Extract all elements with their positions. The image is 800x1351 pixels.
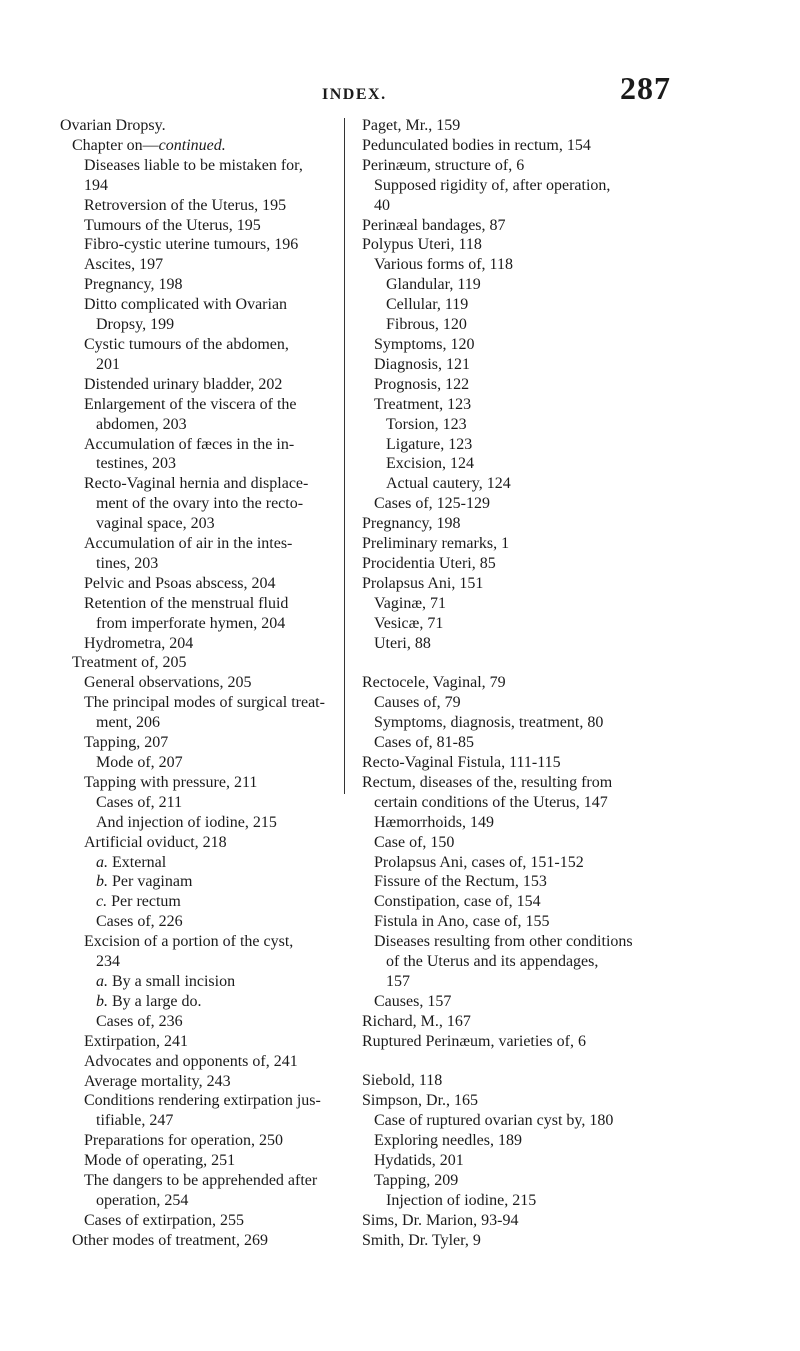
index-entry: Polypus Uteri, 118 xyxy=(362,236,482,254)
index-entry: Hæmorrhoids, 149 xyxy=(374,813,494,831)
index-entry: Cases of, 81-85 xyxy=(374,734,474,752)
index-column-right xyxy=(362,116,687,1251)
index-entry: b. Per vaginam xyxy=(96,873,193,891)
index-entry: Torsion, 123 xyxy=(386,415,467,433)
index-entry: Chapter on—continued. xyxy=(72,136,226,154)
index-entry: Prognosis, 122 xyxy=(374,375,470,393)
index-entry: Mode of, 207 xyxy=(96,754,183,771)
index-entry: Accumulation of air in the intes- xyxy=(84,535,293,553)
index-entry: abdomen, 203 xyxy=(96,415,187,433)
index-entry: Prolapsus Ani, cases of, 151-152 xyxy=(374,853,584,871)
page-number: 287 xyxy=(620,70,671,106)
index-entry: Tapping, 209 xyxy=(374,1172,459,1189)
index-entry: testines, 203 xyxy=(96,455,176,473)
index-entry: operation, 254 xyxy=(96,1191,189,1209)
index-entry: Retention of the menstrual fluid xyxy=(84,594,289,612)
index-entry: Diseases resulting from other conditions xyxy=(374,933,633,951)
index-entry: Tumours of the Uterus, 195 xyxy=(84,216,261,234)
index-entry: Pedunculated bodies in rectum, 154 xyxy=(362,136,591,154)
index-entry: 157 xyxy=(386,972,410,990)
index-entry: Cystic tumours of the abdomen, xyxy=(84,335,289,353)
index-entry: Excision, 124 xyxy=(386,455,474,473)
index-entry: b. By a large do. xyxy=(96,992,202,1010)
index-entry: Dropsy, 199 xyxy=(96,316,175,334)
index-entry: Perinæum, structure of, 6 xyxy=(362,156,525,174)
index-entry: Case of ruptured ovarian cyst by, 180 xyxy=(374,1112,614,1130)
index-entry: vaginal space, 203 xyxy=(96,515,215,533)
index-entry: Simpson, Dr., 165 xyxy=(362,1092,479,1110)
index-section-gap xyxy=(362,1052,687,1072)
index-column-left xyxy=(60,116,335,1251)
index-entry: Average mortality, 243 xyxy=(84,1072,231,1090)
index-entry: ment of the ovary into the recto- xyxy=(96,495,304,513)
index-entry: Vaginæ, 71 xyxy=(374,594,446,612)
index-entry: Smith, Dr. Tyler, 9 xyxy=(362,1231,481,1249)
index-entry: Cases of, 125-129 xyxy=(374,495,490,513)
index-entry: 201 xyxy=(96,355,120,373)
index-entry: a. External xyxy=(96,853,167,871)
index-entry: Cases of extirpation, 255 xyxy=(84,1211,244,1229)
index-entry: Actual cautery, 124 xyxy=(386,475,511,493)
index-entry: ment, 206 xyxy=(96,714,160,732)
index-entry: tines, 203 xyxy=(96,554,159,572)
index-entry: certain conditions of the Uterus, 147 xyxy=(374,793,608,811)
index-entry: Cases of, 236 xyxy=(96,1012,183,1030)
index-entry: Hydatids, 201 xyxy=(374,1152,464,1170)
index-entry: Preparations for operation, 250 xyxy=(84,1132,284,1150)
index-entry: Pregnancy, 198 xyxy=(362,515,461,533)
index-entry: Recto-Vaginal hernia and displace- xyxy=(84,475,309,493)
index-entry: Other modes of treatment, 269 xyxy=(72,1231,268,1249)
index-entry: Ascites, 197 xyxy=(84,256,164,274)
index-entry: Hydrometra, 204 xyxy=(84,634,194,652)
index-entry: Cellular, 119 xyxy=(386,296,469,314)
index-entry: Distended urinary bladder, 202 xyxy=(84,375,283,393)
index-entry: Tapping with pressure, 211 xyxy=(84,773,258,791)
index-entry: The principal modes of surgical treat- xyxy=(84,694,325,712)
index-entry: Sims, Dr. Marion, 93-94 xyxy=(362,1211,519,1229)
index-entry: Paget, Mr., 159 xyxy=(362,117,461,134)
index-entry: Glandular, 119 xyxy=(386,276,481,294)
index-entry: Ovarian Dropsy. xyxy=(60,117,166,134)
index-entry: Recto-Vaginal Fistula, 111-115 xyxy=(362,753,561,771)
index-entry: Ruptured Perinæum, varieties of, 6 xyxy=(362,1032,586,1050)
index-entry: Ligature, 123 xyxy=(386,435,473,453)
index-entry: Various forms of, 118 xyxy=(374,256,513,274)
index-entry: Constipation, case of, 154 xyxy=(374,893,541,911)
index-entry: Treatment, 123 xyxy=(374,395,472,413)
index-entry: Symptoms, diagnosis, treatment, 80 xyxy=(374,714,604,732)
index-entry: Fibro-cystic uterine tumours, 196 xyxy=(84,236,299,254)
index-entry: 40 xyxy=(374,196,390,214)
index-entry: Artificial oviduct, 218 xyxy=(84,833,227,851)
index-entry: Uteri, 88 xyxy=(374,634,431,652)
index-entry: Injection of iodine, 215 xyxy=(386,1191,537,1209)
index-entry: 234 xyxy=(96,953,120,971)
index-entry: Procidentia Uteri, 85 xyxy=(362,554,496,572)
index-entry: Tapping, 207 xyxy=(84,734,169,752)
index-entry: General observations, 205 xyxy=(84,674,252,692)
index-entry: a. By a small incision xyxy=(96,972,236,990)
index-entry: of the Uterus and its appendages, xyxy=(386,953,599,971)
index-entry: Cases of, 226 xyxy=(96,913,183,931)
index-entry: Preliminary remarks, 1 xyxy=(362,535,510,553)
index-entry: Fibrous, 120 xyxy=(386,316,467,334)
index-entry: Case of, 150 xyxy=(374,833,455,851)
index-entry: Conditions rendering extirpation jus- xyxy=(84,1092,321,1110)
index-entry: Enlargement of the viscera of the xyxy=(84,395,297,413)
index-entry: 194 xyxy=(84,176,108,194)
index-entry: Fissure of the Rectum, 153 xyxy=(374,873,547,891)
index-entry: Perinæal bandages, 87 xyxy=(362,216,506,234)
index-entry: Vesicæ, 71 xyxy=(374,614,444,632)
page-header-title: INDEX. xyxy=(322,86,387,103)
index-entry: Rectum, diseases of the, resulting from xyxy=(362,773,613,791)
index-entry: Excision of a portion of the cyst, xyxy=(84,933,294,951)
index-entry: Retroversion of the Uterus, 195 xyxy=(84,196,287,214)
index-entry: Prolapsus Ani, 151 xyxy=(362,574,484,592)
index-entry: Diagnosis, 121 xyxy=(374,355,470,373)
index-entry: Extirpation, 241 xyxy=(84,1032,188,1050)
index-entry: Pelvic and Psoas abscess, 204 xyxy=(84,574,276,592)
index-entry: Cases of, 211 xyxy=(96,793,183,811)
index-entry: Pregnancy, 198 xyxy=(84,276,183,294)
index-entry: c. Per rectum xyxy=(96,893,181,911)
column-divider xyxy=(344,118,345,794)
index-entry: Rectocele, Vaginal, 79 xyxy=(362,674,506,692)
index-entry: The dangers to be apprehended after xyxy=(84,1172,318,1190)
index-entry: And injection of iodine, 215 xyxy=(96,813,277,831)
index-entry: Causes of, 79 xyxy=(374,694,461,712)
index-entry: Siebold, 118 xyxy=(362,1072,443,1090)
index-entry: Ditto complicated with Ovarian xyxy=(84,296,288,314)
index-entry: Diseases liable to be mistaken for, xyxy=(84,156,303,174)
index-entry: Mode of operating, 251 xyxy=(84,1152,236,1170)
index-entry: Symptoms, 120 xyxy=(374,335,475,353)
index-entry: Fistula in Ano, case of, 155 xyxy=(374,913,550,931)
index-entry: Accumulation of fæces in the in- xyxy=(84,435,295,453)
index-entry: Supposed rigidity of, after operation, xyxy=(374,176,611,194)
index-entry: Causes, 157 xyxy=(374,992,452,1010)
index-section-gap xyxy=(362,653,687,673)
index-entry: tifiable, 247 xyxy=(96,1112,174,1130)
index-entry: Exploring needles, 189 xyxy=(374,1132,522,1150)
index-entry: Richard, M., 167 xyxy=(362,1012,471,1030)
index-entry-italic: continued. xyxy=(158,136,226,154)
index-entry: from imperforate hymen, 204 xyxy=(96,614,286,632)
index-entry: Treatment of, 205 xyxy=(72,654,187,672)
index-entry: Advocates and opponents of, 241 xyxy=(84,1052,298,1070)
